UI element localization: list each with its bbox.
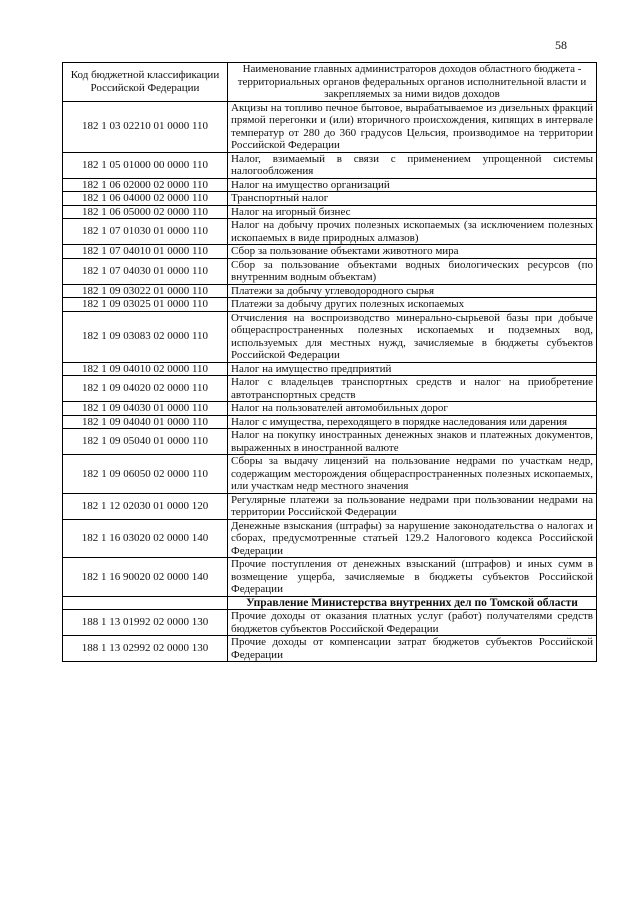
table-row: [63, 298, 597, 312]
table-row: [63, 415, 597, 429]
income-name: Платежи за добычу других полезных ископаемых: [228, 298, 597, 312]
table-row: [63, 455, 597, 494]
budget-code: 182 1 06 04000 02 0000 110: [63, 192, 228, 206]
income-name: Налог с имущества, переходящего в порядке наследования или дарения: [228, 415, 597, 429]
budget-code: 182 1 07 04030 01 0000 110: [63, 258, 228, 284]
income-name: Акцизы на топливо печное бытовое, вырабатываемое из дизельных фракций прямой перегонки и (или) вторичного происхождения, кипящих в интервале температур от 280 до 360 градусов Цельсия, производимое на территории Российской Федерации: [228, 101, 597, 152]
budget-code: 182 1 09 05040 01 0000 110: [63, 429, 228, 455]
budget-code: 182 1 09 06050 02 0000 110: [63, 455, 228, 494]
budget-code: [63, 596, 228, 610]
header-name: Наименование главных администраторов доходов областного бюджета - территориальных органов федеральных органов исполнительной власти и закрепляемых за ними видов доходов: [228, 63, 597, 102]
budget-code: 182 1 16 03020 02 0000 140: [63, 519, 228, 558]
table-row: [63, 192, 597, 206]
income-name: Прочие доходы от компенсации затрат бюджетов субъектов Российской Федерации: [228, 636, 597, 662]
income-name: Сбор за пользование объектами водных биологических ресурсов (по внутренним водным объектам): [228, 258, 597, 284]
table-header-row: [63, 63, 597, 102]
income-name: Налог на покупку иностранных денежных знаков и платежных документов, выраженных в иностранной валюте: [228, 429, 597, 455]
budget-code: 182 1 09 03083 02 0000 110: [63, 311, 228, 362]
income-name: Отчисления на воспроизводство минерально-сырьевой базы при добыче общераспространенных полезных ископаемых и подземных вод, используемых для местных нужд, зачисляемые в бюджеты субъектов Российской Федерации: [228, 311, 597, 362]
income-name: Налог на игорный бизнес: [228, 205, 597, 219]
budget-code: 182 1 09 04010 02 0000 110: [63, 362, 228, 376]
budget-table: [62, 62, 597, 662]
income-name: Денежные взыскания (штрафы) за нарушение законодательства о налогах и сборах, предусмотренные статьей 129.2 Налогового кодекса Российской Федерации: [228, 519, 597, 558]
budget-code: 182 1 09 04030 01 0000 110: [63, 402, 228, 416]
table-row: [63, 493, 597, 519]
budget-code: 182 1 03 02210 01 0000 110: [63, 101, 228, 152]
section-title: Управление Министерства внутренних дел по Томской области: [228, 596, 597, 610]
income-name: Сборы за выдачу лицензий на пользование недрами по участкам недр, содержащим месторождения общераспространенных полезных ископаемых, или участкам недр местного значения: [228, 455, 597, 494]
budget-code: 182 1 09 03022 01 0000 110: [63, 284, 228, 298]
table-row: [63, 245, 597, 259]
table-row: [63, 219, 597, 245]
budget-code: 182 1 07 01030 01 0000 110: [63, 219, 228, 245]
budget-code: 188 1 13 01992 02 0000 130: [63, 610, 228, 636]
income-name: Налог на имущество организаций: [228, 178, 597, 192]
budget-code: 182 1 06 02000 02 0000 110: [63, 178, 228, 192]
table-row: [63, 152, 597, 178]
table-row: [63, 636, 597, 662]
income-name: Налог на имущество предприятий: [228, 362, 597, 376]
section-row: [63, 596, 597, 610]
header-code: Код бюджетной классификации Российской Федерации: [63, 63, 228, 102]
income-name: Налог с владельцев транспортных средств и налог на приобретение автотранспортных средств: [228, 376, 597, 402]
budget-code: 182 1 05 01000 00 0000 110: [63, 152, 228, 178]
table-row: [63, 429, 597, 455]
budget-code: 188 1 13 02992 02 0000 130: [63, 636, 228, 662]
table-row: [63, 362, 597, 376]
table-row: [63, 178, 597, 192]
budget-code: 182 1 09 03025 01 0000 110: [63, 298, 228, 312]
income-name: Транспортный налог: [228, 192, 597, 206]
table-row: [63, 402, 597, 416]
income-name: Налог на пользователей автомобильных дорог: [228, 402, 597, 416]
page-number: 58: [555, 38, 567, 52]
budget-code: 182 1 09 04020 02 0000 110: [63, 376, 228, 402]
table-row: [63, 558, 597, 597]
table-row: [63, 311, 597, 362]
budget-code: 182 1 16 90020 02 0000 140: [63, 558, 228, 597]
table-row: [63, 519, 597, 558]
table-row: [63, 610, 597, 636]
budget-code: 182 1 12 02030 01 0000 120: [63, 493, 228, 519]
income-name: Налог на добычу прочих полезных ископаемых (за исключением полезных ископаемых в виде природных алмазов): [228, 219, 597, 245]
income-name: Регулярные платежи за пользование недрами при пользовании недрами на территории Российской Федерации: [228, 493, 597, 519]
table-row: [63, 376, 597, 402]
table-row: [63, 101, 597, 152]
income-name: Налог, взимаемый в связи с применением упрощенной системы налогообложения: [228, 152, 597, 178]
budget-code: 182 1 07 04010 01 0000 110: [63, 245, 228, 259]
income-name: Прочие поступления от денежных взысканий (штрафов) и иных сумм в возмещение ущерба, зачисляемые в бюджеты субъектов Российской Федерации: [228, 558, 597, 597]
table-row: [63, 284, 597, 298]
income-name: Прочие доходы от оказания платных услуг (работ) получателями средств бюджетов субъектов Российской Федерации: [228, 610, 597, 636]
table-row: [63, 205, 597, 219]
table-row: [63, 258, 597, 284]
budget-code: 182 1 09 04040 01 0000 110: [63, 415, 228, 429]
income-name: Платежи за добычу углеводородного сырья: [228, 284, 597, 298]
income-name: Сбор за пользование объектами животного мира: [228, 245, 597, 259]
budget-code: 182 1 06 05000 02 0000 110: [63, 205, 228, 219]
